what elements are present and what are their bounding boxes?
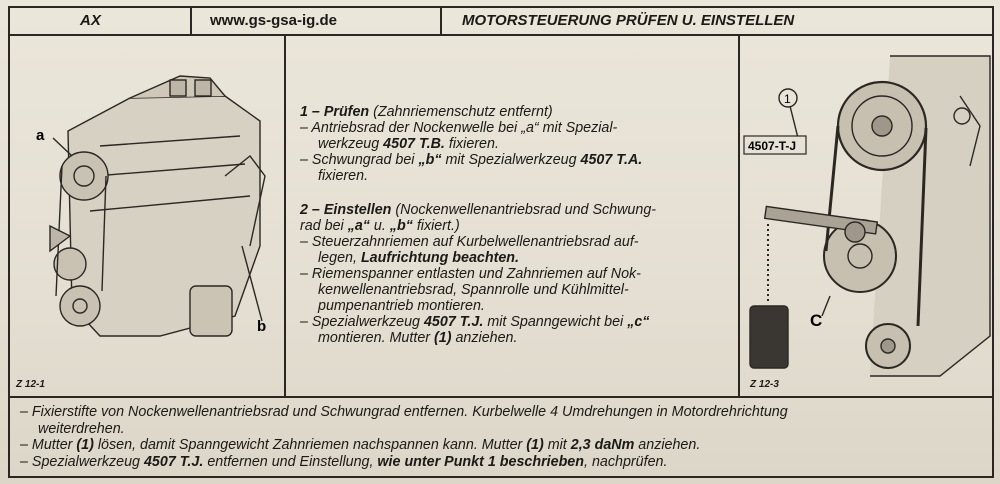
label-a: a bbox=[36, 127, 45, 144]
figure-engine-left bbox=[10, 36, 286, 396]
section2-heading: 2 – Einstellen bbox=[300, 202, 392, 218]
callout-number: 1 bbox=[784, 92, 791, 106]
page-title: MOTORSTEUERUNG PRÜFEN U. EINSTELLEN bbox=[462, 12, 795, 29]
section1-heading: 1 – Prüfen bbox=[300, 104, 370, 120]
figure-caption-right: Z 12-3 bbox=[750, 379, 779, 390]
content-area bbox=[10, 36, 992, 398]
timing-belt-illustration bbox=[740, 36, 992, 396]
figure-caption-left: Z 12-1 bbox=[16, 379, 45, 390]
label-b: b bbox=[257, 318, 267, 335]
tool-label: 4507-T-J bbox=[748, 139, 797, 153]
header-divider bbox=[440, 8, 442, 34]
section-pruefen: 1 – Prüfen (Zahnriemenschutz entfernt) – Antriebsrad der Nockenwelle bei „a“ mit Spezial- werkzeug 4507 T.B. fixieren. – Schwungrad bei „b“ mit Spezialwerkzeug 4507 T.A. fixieren. bbox=[300, 104, 643, 184]
instructions-text bbox=[300, 104, 730, 364]
engine-illustration-left bbox=[10, 36, 284, 396]
header-bar bbox=[10, 8, 992, 36]
header-divider bbox=[190, 8, 192, 34]
source-url: www.gs-gsa-ig.de bbox=[210, 12, 337, 29]
page-frame bbox=[8, 6, 994, 478]
model-label: AX bbox=[80, 12, 101, 29]
figure-timing-right bbox=[738, 36, 992, 396]
section-einstellen: 2 – Einstellen (Nockenwellenantriebsrad und Schwung- rad bei „a“ u. „b“ fixiert.) – Steuerzahnriemen auf Kurbelwellenantriebsrad auf- legen, Laufrichtung beachten. – Riemenspanner entlasten und Zahnriemen auf Nok- kenwellenantriebsrad, Spannrolle und Kühlmittel- pumpenantrieb montieren. – Spezialwerkzeug 4507 T.J. mit Spanngewicht bei „c“ montieren. Mutter (1) anziehen. bbox=[300, 202, 657, 346]
bottom-instructions: – Fixierstifte von Nockenwellenantriebsrad und Schwungrad entfernen. Kurbelwelle 4 Umdrehungen in Motordrehrichtung weiterdrehen. – Mutter (1) lösen, damit Spanngewicht Zahnriemen nachspannen kann. Mutter (1) mit 2,3 daNm anziehen. – Spezialwerkzeug 4507 T.J. entfernen und Einstellung, wie unter Punkt 1 beschrieben, nachprüfen. bbox=[20, 404, 788, 470]
label-c: C bbox=[810, 311, 823, 330]
